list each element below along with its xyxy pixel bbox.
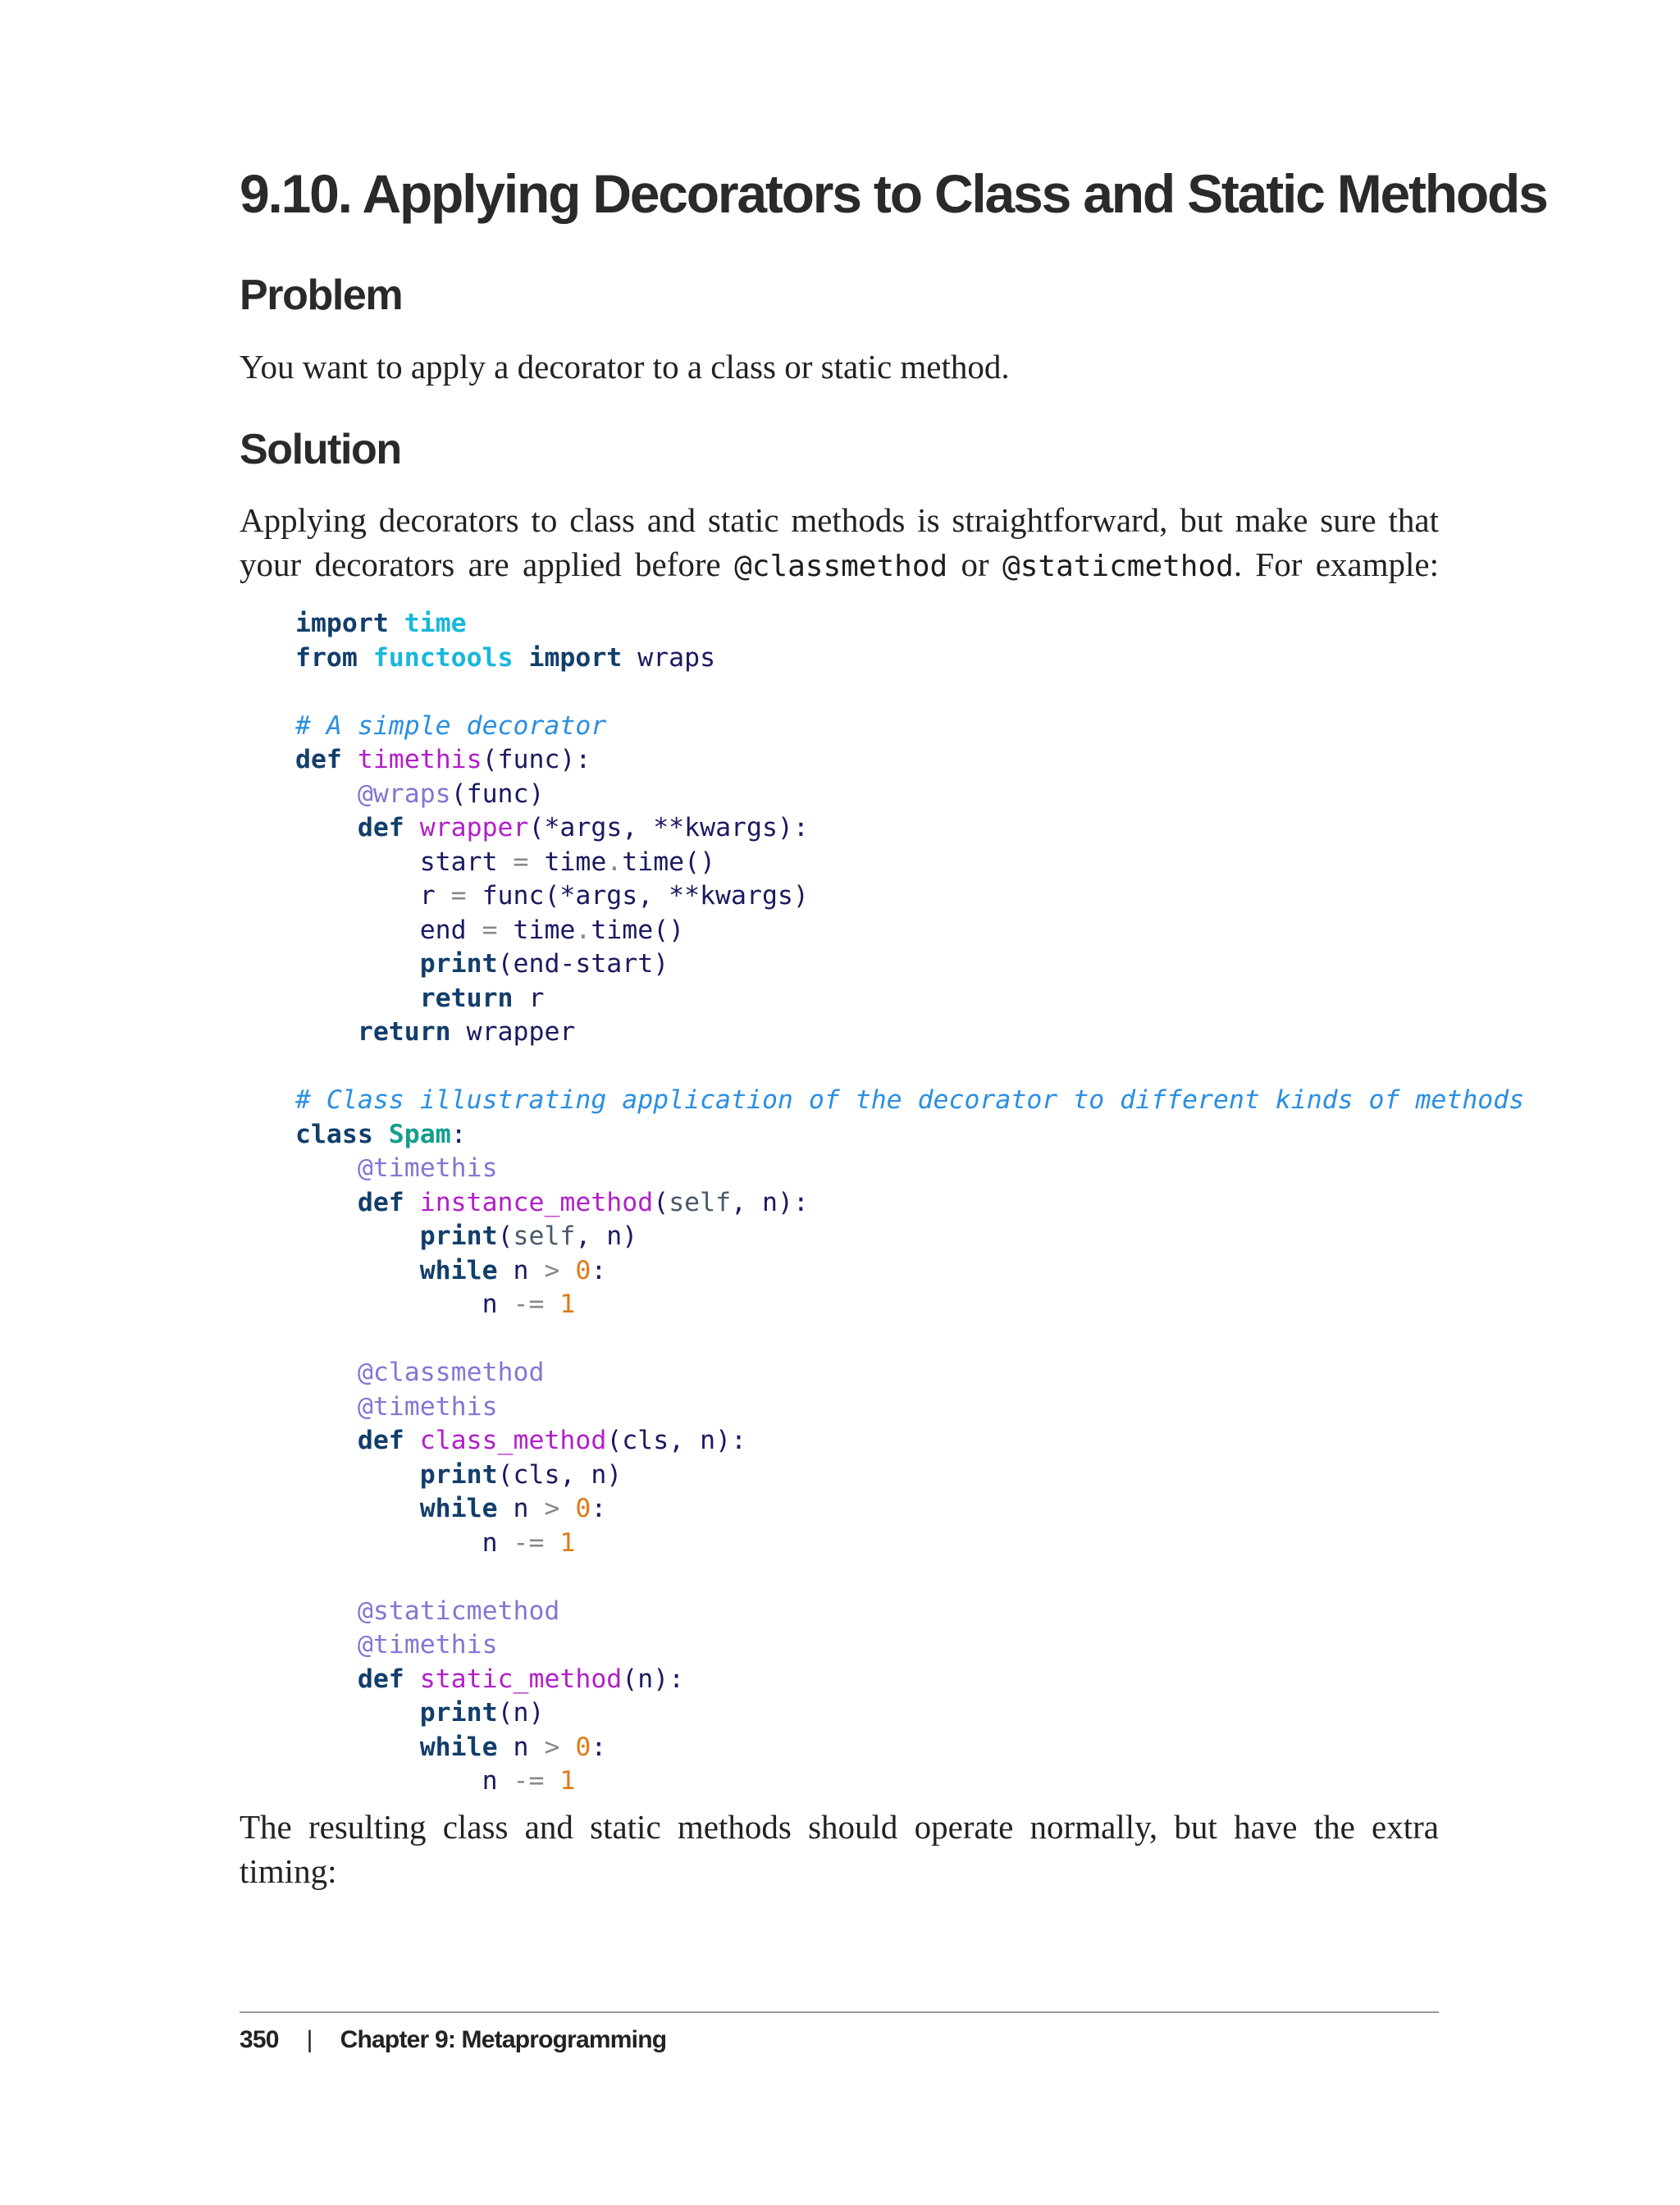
closing-text-line-1: The resulting class and static methods should operate normally, but have the extra bbox=[240, 1808, 1439, 1846]
code-token-id: (n) bbox=[497, 1698, 545, 1728]
code-line bbox=[295, 1288, 1524, 1322]
problem-text: You want to apply a decorator to a class or static method. bbox=[240, 348, 1010, 386]
code-token-kw: while bbox=[419, 1255, 498, 1285]
code-token-dec: @wraps bbox=[357, 778, 451, 809]
code-line bbox=[295, 1560, 1524, 1595]
code-token-kw: class bbox=[295, 1119, 373, 1149]
code-token-bi: print bbox=[419, 1459, 498, 1490]
code-token-id: : bbox=[591, 1494, 607, 1523]
code-token-fn: static_method bbox=[419, 1664, 623, 1694]
code-token-kw: def bbox=[357, 813, 404, 842]
inline-code-classmethod: @classmethod bbox=[734, 550, 948, 583]
code-line bbox=[295, 1390, 1524, 1425]
code-token-kw: return bbox=[357, 1017, 451, 1047]
closing-text bbox=[240, 1805, 1439, 1893]
code-line bbox=[295, 982, 1524, 1016]
code-line bbox=[295, 1424, 1524, 1459]
code-token-id bbox=[295, 984, 420, 1013]
code-token-id: time bbox=[528, 847, 607, 877]
code-line bbox=[295, 1527, 1524, 1561]
code-token-id bbox=[404, 1188, 420, 1217]
code-line bbox=[295, 641, 1524, 676]
code-token-id: (end-start) bbox=[497, 949, 669, 979]
code-token-id: r bbox=[295, 881, 451, 911]
footer-rule bbox=[240, 2011, 1439, 2013]
code-token-id bbox=[295, 1596, 358, 1626]
code-block bbox=[295, 607, 1524, 1799]
code-token-bi: print bbox=[419, 949, 498, 979]
code-token-num: 0 bbox=[575, 1255, 591, 1285]
code-line bbox=[295, 947, 1524, 982]
code-token-id bbox=[559, 1732, 575, 1762]
code-token-id: , n): bbox=[731, 1187, 809, 1217]
code-token-self: self bbox=[513, 1221, 576, 1251]
code-token-kw: def bbox=[357, 1426, 404, 1455]
code-token-id bbox=[295, 1698, 420, 1728]
code-token-id bbox=[559, 1494, 575, 1523]
code-token-mod: functools bbox=[372, 642, 514, 673]
code-token-id bbox=[373, 1120, 389, 1149]
code-token-dec: @timethis bbox=[357, 1630, 498, 1659]
code-token-id bbox=[404, 1664, 420, 1694]
code-line bbox=[295, 1595, 1524, 1629]
code-token-id bbox=[559, 1256, 575, 1285]
footer-separator: | bbox=[306, 2026, 313, 2053]
solution-text-line-1: Applying decorators to class and static methods is straightforward, but make sure that bbox=[240, 501, 1439, 539]
code-token-id bbox=[389, 609, 404, 638]
code-token-id bbox=[295, 1426, 358, 1455]
code-token-id: func(*args, **kwargs) bbox=[466, 881, 809, 911]
code-token-id bbox=[295, 1494, 420, 1523]
code-token-id bbox=[295, 813, 358, 842]
code-token-id bbox=[544, 1290, 559, 1319]
code-token-id: n bbox=[497, 1494, 545, 1523]
solution-text-part: or bbox=[947, 546, 1003, 583]
code-token-id: , n) bbox=[575, 1221, 638, 1251]
code-token-num: 1 bbox=[559, 1527, 576, 1558]
code-token-id: (cls, n): bbox=[606, 1426, 746, 1455]
code-line bbox=[295, 846, 1524, 880]
code-token-id bbox=[295, 1153, 358, 1183]
code-token-fn: wrapper bbox=[419, 813, 529, 842]
code-token-id: ( bbox=[653, 1187, 669, 1217]
code-line bbox=[295, 1322, 1524, 1357]
code-token-id: (func): bbox=[482, 745, 591, 774]
page-number: 350 bbox=[240, 2026, 279, 2053]
code-token-id: time bbox=[497, 915, 576, 945]
code-line bbox=[295, 1050, 1524, 1084]
code-token-num: 0 bbox=[575, 1732, 591, 1762]
code-token-num: 0 bbox=[575, 1494, 591, 1523]
code-line bbox=[295, 1186, 1524, 1221]
code-line bbox=[295, 1118, 1524, 1153]
code-line bbox=[295, 1220, 1524, 1254]
solution-text bbox=[240, 498, 1439, 589]
code-token-id: wraps bbox=[622, 642, 716, 673]
code-token-id bbox=[295, 1017, 358, 1047]
code-line bbox=[295, 1356, 1524, 1390]
code-line bbox=[295, 743, 1524, 778]
solution-text-part: . For example: bbox=[1233, 546, 1439, 583]
code-token-id: time() bbox=[622, 847, 716, 877]
code-token-kw: import bbox=[528, 642, 623, 673]
code-token-id: : bbox=[591, 1255, 607, 1285]
code-line bbox=[295, 1492, 1524, 1527]
code-line bbox=[295, 1663, 1524, 1697]
code-token-kw: def bbox=[295, 745, 342, 774]
code-token-id bbox=[404, 1426, 420, 1455]
code-token-id bbox=[342, 745, 358, 774]
code-token-id: n bbox=[295, 1290, 514, 1319]
code-token-id bbox=[358, 643, 373, 673]
code-token-id: (func) bbox=[450, 778, 545, 809]
code-token-id: : bbox=[591, 1732, 607, 1762]
code-token-op: . bbox=[606, 847, 623, 877]
code-token-op: -= bbox=[513, 1290, 545, 1319]
code-token-id bbox=[295, 1256, 420, 1285]
code-token-kw: def bbox=[357, 1187, 404, 1217]
code-token-dec: @timethis bbox=[357, 1153, 498, 1183]
code-token-id bbox=[544, 1766, 559, 1796]
inline-code-staticmethod: @staticmethod bbox=[1002, 550, 1234, 583]
code-token-cls: Spam bbox=[388, 1119, 451, 1149]
solution-heading: Solution bbox=[240, 426, 401, 473]
code-token-kw: while bbox=[419, 1494, 498, 1523]
code-line bbox=[295, 1016, 1524, 1050]
page-footer bbox=[240, 2026, 666, 2054]
code-token-bi: print bbox=[419, 1221, 498, 1251]
code-line bbox=[295, 778, 1524, 812]
code-line bbox=[295, 1628, 1524, 1663]
code-token-id bbox=[295, 1630, 358, 1659]
chapter-label: Chapter 9: Metaprogramming bbox=[340, 2026, 667, 2053]
code-token-dec: @timethis bbox=[357, 1391, 498, 1422]
code-line bbox=[295, 879, 1524, 914]
code-line bbox=[295, 710, 1524, 744]
code-line bbox=[295, 914, 1524, 948]
code-token-kw: return bbox=[419, 983, 514, 1013]
code-token-op: = bbox=[513, 847, 529, 877]
code-line bbox=[295, 1152, 1524, 1186]
code-token-id bbox=[404, 813, 420, 842]
code-token-id bbox=[514, 643, 529, 673]
code-token-id: n bbox=[295, 1766, 514, 1796]
code-token-id: ( bbox=[497, 1221, 514, 1251]
code-token-id: r bbox=[513, 983, 545, 1013]
code-token-id: wrapper bbox=[450, 1017, 576, 1047]
code-token-num: 1 bbox=[559, 1290, 576, 1319]
section-title: 9.10. Applying Decorators to Class and Static Methods bbox=[240, 163, 1547, 224]
code-token-kw: from bbox=[295, 642, 358, 673]
code-line bbox=[295, 1731, 1524, 1765]
code-token-bi: print bbox=[419, 1698, 498, 1728]
code-token-id: start bbox=[295, 847, 514, 877]
code-token-id: time() bbox=[591, 915, 685, 945]
code-line bbox=[295, 1084, 1524, 1118]
code-token-id: n bbox=[497, 1255, 545, 1285]
code-token-fn: class_method bbox=[419, 1426, 607, 1455]
code-token-op: = bbox=[450, 881, 467, 911]
code-token-id: (n): bbox=[622, 1664, 685, 1694]
code-token-op: -= bbox=[513, 1527, 545, 1558]
code-token-op: = bbox=[482, 915, 498, 945]
code-token-op: -= bbox=[513, 1766, 545, 1796]
code-line bbox=[295, 811, 1524, 846]
code-token-cmt: # Class illustrating application of the decorator to different kinds of methods bbox=[295, 1085, 1525, 1115]
solution-text-line-2 bbox=[240, 542, 1439, 589]
code-line bbox=[295, 675, 1524, 710]
code-token-id: : bbox=[450, 1119, 467, 1149]
code-token-id bbox=[295, 1188, 358, 1217]
code-token-kw: while bbox=[419, 1732, 498, 1762]
code-token-id: n bbox=[497, 1732, 545, 1762]
code-token-op: . bbox=[575, 915, 591, 945]
code-token-id bbox=[295, 779, 358, 809]
problem-heading: Problem bbox=[240, 272, 403, 319]
code-token-id bbox=[295, 949, 420, 979]
code-line bbox=[295, 1696, 1524, 1731]
code-token-dec: @staticmethod bbox=[357, 1596, 560, 1626]
code-token-id: (cls, n) bbox=[497, 1459, 623, 1490]
code-token-id bbox=[295, 1221, 420, 1251]
code-token-id bbox=[295, 1392, 358, 1422]
code-token-id bbox=[295, 1732, 420, 1762]
code-token-op: > bbox=[544, 1494, 560, 1523]
code-token-op: > bbox=[544, 1255, 560, 1285]
code-token-id bbox=[295, 1460, 420, 1490]
code-token-id: end bbox=[295, 915, 482, 945]
code-token-id: (*args, **kwargs): bbox=[528, 813, 809, 842]
code-token-dec: @classmethod bbox=[357, 1358, 545, 1387]
code-token-kw: def bbox=[357, 1664, 404, 1694]
code-token-fn: instance_method bbox=[419, 1187, 654, 1217]
code-token-id: n bbox=[295, 1527, 514, 1558]
code-token-self: self bbox=[669, 1187, 732, 1217]
code-token-op: > bbox=[544, 1732, 560, 1762]
code-token-kw: import bbox=[295, 609, 389, 638]
code-token-mod: time bbox=[404, 609, 467, 638]
code-line bbox=[295, 607, 1524, 641]
code-line bbox=[295, 1764, 1524, 1799]
code-token-id bbox=[295, 1664, 358, 1694]
solution-text-part: your decorators are applied before bbox=[240, 546, 735, 583]
code-token-cmt: # A simple decorator bbox=[295, 710, 607, 741]
code-token-id bbox=[544, 1528, 559, 1558]
code-line bbox=[295, 1459, 1524, 1493]
code-token-num: 1 bbox=[559, 1766, 576, 1796]
code-line bbox=[295, 1254, 1524, 1289]
code-token-id bbox=[295, 1358, 358, 1387]
code-token-fn: timethis bbox=[357, 745, 482, 774]
closing-text-line-2: timing: bbox=[240, 1852, 337, 1890]
